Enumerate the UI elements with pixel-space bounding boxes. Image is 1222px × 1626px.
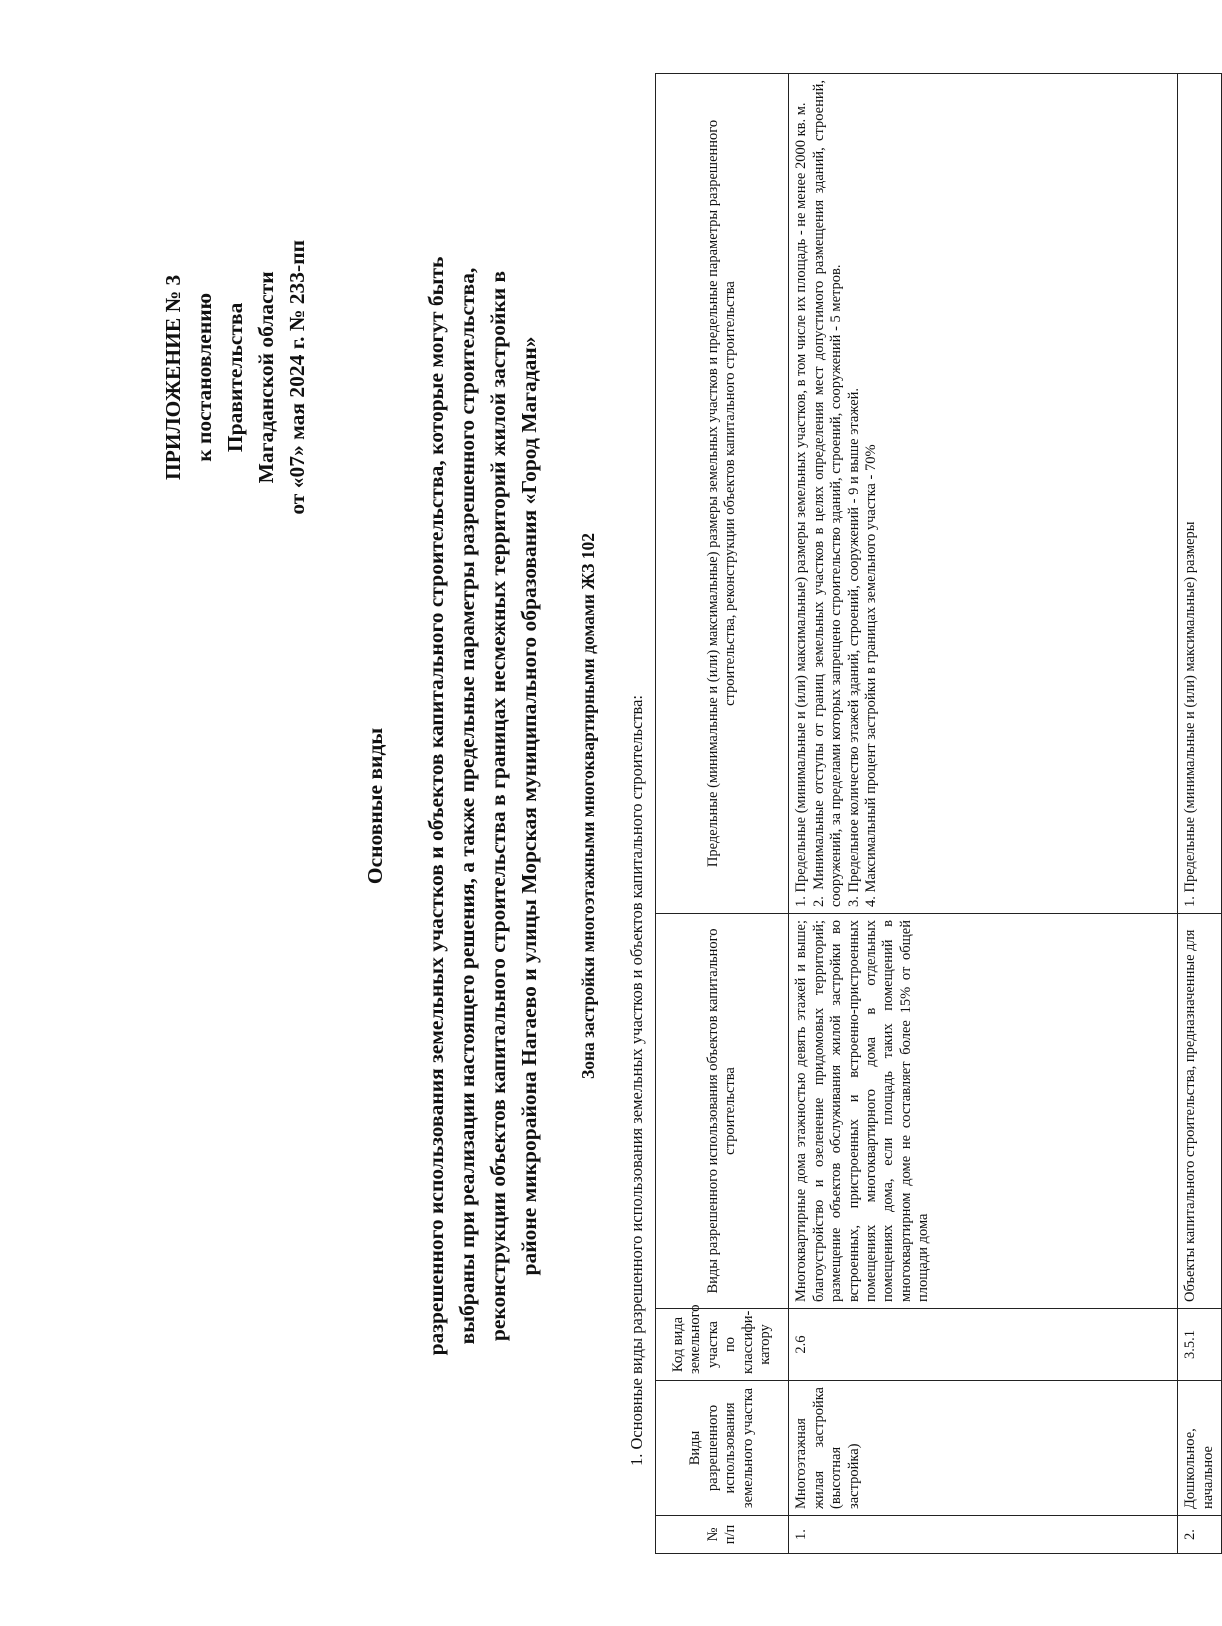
heading-line: реконструкции объектов капитального строительства в границах несмежных территорий жилой застройки в [486,270,510,1342]
header-code: Код вида земельного участка по классифи-катору [656,1309,789,1381]
heading-line: выбраны при реализации настоящего решения, а также предельные параметры разрешенного строительства, [455,267,479,1345]
row-number: 1. [789,1516,1178,1554]
heading-line: разрешенного использования земельных участков и объектов капитального строительства, которые могут быть [424,256,448,1356]
appendix-line: к постановлению [192,292,216,462]
section-intro: 1. Основные виды разрешенного использования земельных участков и объектов капитального строительства: [627,694,646,1466]
appendix-date: от «07» мая 2024 г. № 233-пп [285,240,309,515]
param-item: 2. Минимальные отступы от границ земельных участков в целях определения мест допустимого размещения зданий, строений, сооружений, за пределами которых запрещено строительство зданий, строений, сооружений - 5 метров. [810,80,845,907]
row-land-use: Дошкольное, начальное [1178,1381,1222,1516]
header-objects: Виды разрешенного использования объектов капитального строительства [656,914,789,1309]
row-objects: Многоквартирные дома этажностью девять этажей и выше; благоустройство и озеленение придомовых территорий; размещение объектов обслуживания жилой застройки во встроенных, пристроенных и встроенно-пристроенных помещениях многоквартирного дома в отдельных помещениях дома, если площадь таких помещений в многоквартирном доме не составляет более 15% от общей площади дома [789,914,1178,1309]
param-item: 3. Предельное количество этажей зданий, строений, сооружений - 9 и выше этажей. [845,387,862,907]
row-code: 3.5.1 [1178,1309,1222,1381]
heading-line: районе микрорайона Нагаево и улицы Морская муниципального образования «Город Магадан» [517,336,541,1276]
row-params [1178,74,1222,914]
heading-title: Основные виды [363,727,387,885]
header-number: № п/п [656,1516,789,1554]
param-item: 4. Максимальный процент застройки в границах земельного участка - 70% [862,444,879,907]
table-row [789,74,1178,1554]
row-code: 2.6 [789,1309,1178,1381]
row-params [789,74,1178,914]
zone-title: Зона застройки многоэтажными многоквартирными домами ЖЗ 102 [578,532,598,1080]
row-land-use: Многоэтажная жилая застройка (высотная застройка) [789,1381,1178,1516]
row-number: 2. [1178,1516,1222,1554]
appendix-block [158,240,313,515]
appendix-number: ПРИЛОЖЕНИЕ № 3 [161,274,185,480]
land-use-table [655,73,1222,1554]
header-land-use: Виды разрешенного использования земельного участка [656,1381,789,1516]
row-objects: Объекты капитального строительства, предназначенные для [1178,914,1222,1309]
appendix-line: Правительства [223,302,247,453]
document-heading [360,236,545,1376]
param-item: 1. Предельные (минимальные и (или) максимальные) размеры [1182,521,1199,907]
appendix-line: Магаданской области [254,271,278,484]
table-row [1178,74,1222,1554]
param-item: 1. Предельные (минимальные и (или) максимальные) размеры земельных участков, в том числе их площадь - не менее 2000 кв. м. [793,102,810,907]
table-header-row [656,74,789,1554]
header-params: Предельные (минимальные и (или) максимальные) размеры земельных участков и предельные параметры разрешенного строительства, реконструкции объектов капитального строительства [656,74,789,914]
